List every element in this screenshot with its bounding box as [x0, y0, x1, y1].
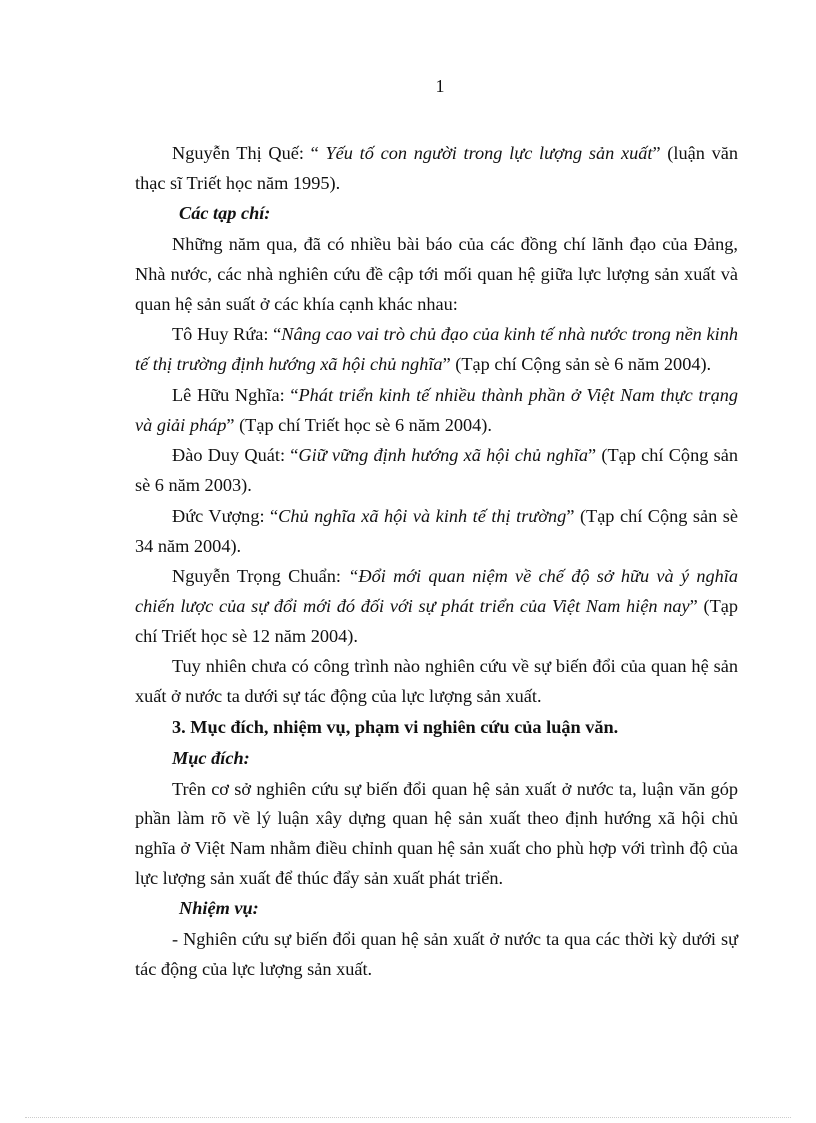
reference-paragraph — [135, 381, 738, 440]
body-paragraph: Trên cơ sở nghiên cứu sự biến đổi quan hệ sản xuất ở nước ta, luận văn góp phần làm rõ về lý luận xây dựng quan hệ sản xuất theo định hướng xã hội chủ nghĩa ở Việt Nam nhằm điều chỉnh quan hệ sản xuất cho phù hợp với trình độ của lực lượng sản xuất để thúc đẩy sản xuất phát triển. — [135, 778, 738, 888]
section-heading: 3. Mục đích, nhiệm vụ, phạm vi nghiên cứu của luận văn. — [172, 716, 619, 737]
source: ” (Tạp chí Triết học sè 12 năm 2004). — [135, 595, 738, 646]
body-paragraph: - Nghiên cứu sự biến đổi quan hệ sản xuất ở nước ta qua các thời kỳ dưới sự tác động của lực lượng sản xuất. — [135, 929, 738, 979]
source: ” (Tạp chí Cộng sản sè 6 năm 2003). — [135, 445, 738, 496]
source: ” (Tạp chí Triết học sè 6 năm 2004). — [226, 414, 492, 435]
reference-paragraph — [135, 139, 738, 198]
work-title: Yếu tố con người trong lực lượng sản xuất — [325, 143, 653, 163]
source: ” (Tạp chí Cộng sản sè 34 năm 2004). — [135, 505, 739, 556]
body-paragraph: Những năm qua, đã có nhiều bài báo của các đồng chí lãnh đạo của Đảng, Nhà nước, các nhà nghiên cứu đề cập tới mối quan hệ giữa lực lượng sản xuất và quan hệ sản suất ở các khía cạnh khác nhau: — [135, 234, 738, 314]
reference-paragraph — [135, 441, 738, 500]
body-paragraph: Tuy nhiên chưa có công trình nào nghiên cứu về sự biến đổi của quan hệ sản xuất ở nước ta dưới sự tác động của lực lượng sản xuất. — [135, 656, 738, 707]
reference-paragraph — [135, 320, 738, 379]
author: Đức Vượng: “ — [172, 505, 279, 526]
page-number: 1 — [435, 76, 445, 96]
subheading-journals: Các tạp chí: — [179, 203, 271, 224]
subheading-tasks: Nhiệm vụ: — [179, 898, 259, 919]
author: Nguyễn Thị Quế: “ — [172, 143, 326, 163]
subheading-purpose: Mục đích: — [172, 747, 250, 768]
page-bottom-divider — [25, 1117, 791, 1118]
document-body — [135, 139, 738, 986]
work-title: Chủ nghĩa xã hội và kinh tế thị trường — [278, 505, 567, 526]
author: Đào Duy Quát: “ — [172, 445, 299, 466]
author: Tô Huy Rứa: “ — [172, 324, 282, 345]
reference-paragraph — [135, 562, 738, 651]
author: Nguyễn Trọng Chuẩn: — [172, 566, 349, 587]
work-title: Giữ vững định hướng xã hội chủ nghĩa — [298, 445, 589, 466]
source: ” (luận văn thạc sĩ Triết học năm 1995). — [135, 143, 738, 193]
work-title: “Đổi mới quan niệm về chế độ sở hữu và ý nghĩa chiến lược của sự đổi mới đó đối với sự phát triển của Việt Nam hiện nay — [135, 566, 738, 616]
author: Lê Hữu Nghĩa: “ — [172, 384, 299, 405]
work-title: Nâng cao vai trò chủ đạo của kinh tế nhà nước trong nền kinh tế thị trường định hướng xã hội chủ nghĩa — [135, 324, 738, 375]
source: ” (Tạp chí Cộng sản sè 6 năm 2004). — [442, 354, 712, 375]
work-title: Phát triển kinh tế nhiều thành phần ở Việt Nam thực trạng và giải pháp — [135, 384, 738, 435]
reference-paragraph — [135, 502, 738, 561]
